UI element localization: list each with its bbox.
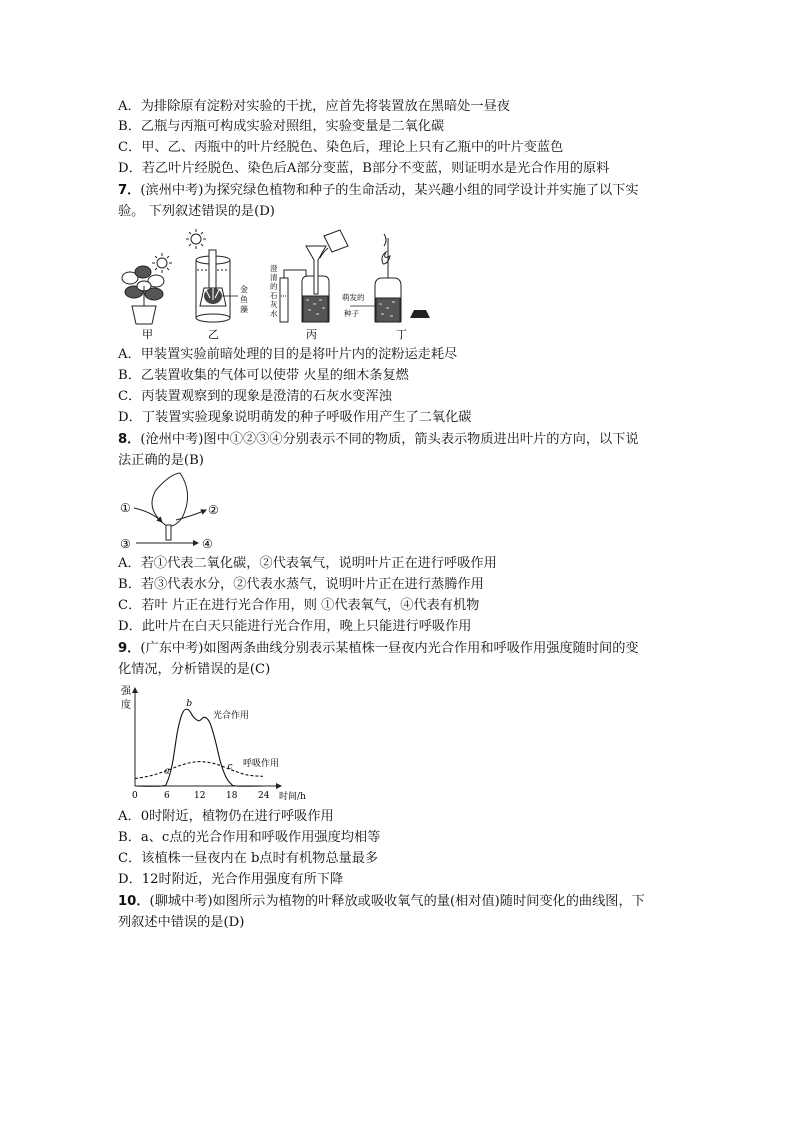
x-tick-label: 24 <box>258 791 270 801</box>
q8-stem-line1: 8．(沧州中考)图中①②③④分别表示不同的物质，箭头表示物质进出叶片的方向，以下说 <box>118 432 639 447</box>
q9-option-d: D．12时附近，光合作用强度有所下降 <box>118 872 344 887</box>
label-4: ④ <box>202 537 213 550</box>
q8-leaf-figure <box>118 470 238 550</box>
q10-stem-line2: 列叙述中错误的是(D) <box>118 915 245 930</box>
legend-respiration: 呼吸作用 <box>243 759 280 769</box>
q7-option-a: A．甲装置实验前暗处理的目的是将叶片内的淀粉运走耗尽 <box>118 347 458 362</box>
label-2: ② <box>208 503 219 517</box>
lamp-base-icon <box>410 310 430 318</box>
q8-number: 8． <box>118 432 141 447</box>
leaf-stalk <box>166 525 171 540</box>
q9-option-a: A．0时附近，植物仍在进行呼吸作用 <box>118 809 334 824</box>
point-label-b: b <box>186 698 193 709</box>
seed-jar-icon <box>375 234 401 322</box>
q8-option-b: B．若③代表水分，②代表水蒸气，说明叶片正在进行蒸腾作用 <box>118 577 484 592</box>
label-3: ③ <box>120 537 131 550</box>
q9-number: 9． <box>118 641 141 656</box>
x-tick-label: 12 <box>194 791 206 801</box>
sun-icon <box>152 253 172 273</box>
q10-stem-line1: 10．(聊城中考)如图所示为植物的叶释放或吸收氧气的量(相对值)随时间变化的曲线图，下 <box>118 894 645 909</box>
label-bing: 丙 <box>306 328 317 341</box>
q7-number: 7． <box>118 183 141 198</box>
x-axis-label: 时间/h <box>279 792 306 802</box>
sun-icon <box>186 229 206 249</box>
potted-plant-icon <box>122 266 164 324</box>
label-ding: 丁 <box>396 328 407 341</box>
pouring-beaker-icon <box>320 230 348 258</box>
label-yi: 乙 <box>208 328 219 341</box>
q7-option-b: B．乙装置收集的气体可以使带 火星的细木条复燃 <box>118 368 409 383</box>
y-axis-label: 强 度 <box>121 686 131 711</box>
label-seeds: 萌发的种子 <box>342 293 365 318</box>
label-1: ① <box>120 501 131 515</box>
q6-option-d: D．若乙叶片经脱色、染色后A部分变蓝，B部分不变蓝，则证明水是光合作用的原料 <box>118 161 610 176</box>
x-tick-label: 6 <box>164 791 170 801</box>
q9-stem-line1: 9．(广东中考)如图两条曲线分别表示某植株一昼夜内光合作用和呼吸作用强度随时间的变 <box>118 641 639 656</box>
x-tick-label: 0 <box>132 791 138 801</box>
q9-stem-line2: 化情况，分析错误的是(C) <box>118 662 271 677</box>
q7-experiment-figure <box>118 226 440 342</box>
label-jia: 甲 <box>142 328 153 341</box>
q7-stem-line1: 7．(滨州中考)为探究绿色植物和种子的生命活动，某兴趣小组的同学设计并实施了以下实 <box>118 183 639 198</box>
q7-option-c: C．丙装置观察到的现象是澄清的石灰水变浑浊 <box>118 389 392 404</box>
beaker-icon <box>196 250 230 322</box>
q10-number: 10． <box>118 894 150 909</box>
q8-option-a: A．若①代表二氧化碳，②代表氧气，说明叶片正在进行呼吸作用 <box>118 556 497 571</box>
seed-jar-icon <box>302 246 329 322</box>
label-limewater: 澄清的石灰水 <box>270 264 278 318</box>
q9-option-b: B．a、c点的光合作用和呼吸作用强度均相等 <box>118 830 381 845</box>
x-tick-label: 18 <box>226 791 238 801</box>
legend-photosynthesis: 光合作用 <box>213 711 250 721</box>
q6-option-a: A．为排除原有淀粉对实验的干扰，应首先将装置放在黑暗处一昼夜 <box>118 99 510 114</box>
point-label-a: a <box>164 766 170 777</box>
q6-option-b: B．乙瓶与丙瓶可构成实验对照组，实验变量是二氧化碳 <box>118 119 445 134</box>
q9-intensity-chart <box>115 682 320 804</box>
q8-option-c: C．若叶 片正在进行光合作用，则 ①代表氧气，④代表有机物 <box>118 598 480 613</box>
leaf-icon <box>152 473 188 527</box>
goldfish-weed-icon <box>204 288 222 304</box>
point-label-c: c <box>227 761 233 772</box>
q8-stem-line2: 法正确的是(B) <box>118 453 204 468</box>
q7-stem-line2: 验。 下列叙述错误的是(D) <box>118 204 275 219</box>
q6-option-c: C．甲、乙、丙瓶中的叶片经脱色、染色后，理论上只有乙瓶中的叶片变蓝色 <box>118 140 564 155</box>
label-goldfish-weed: 金鱼藻 <box>240 285 248 314</box>
q8-option-d: D．此叶片在白天只能进行光合作用，晚上只能进行呼吸作用 <box>118 619 472 634</box>
q7-option-d: D．丁装置实验现象说明萌发的种子呼吸作用产生了二氧化碳 <box>118 410 472 425</box>
q9-option-c: C．该植株一昼夜内在 b点时有机物总量最多 <box>118 851 379 866</box>
